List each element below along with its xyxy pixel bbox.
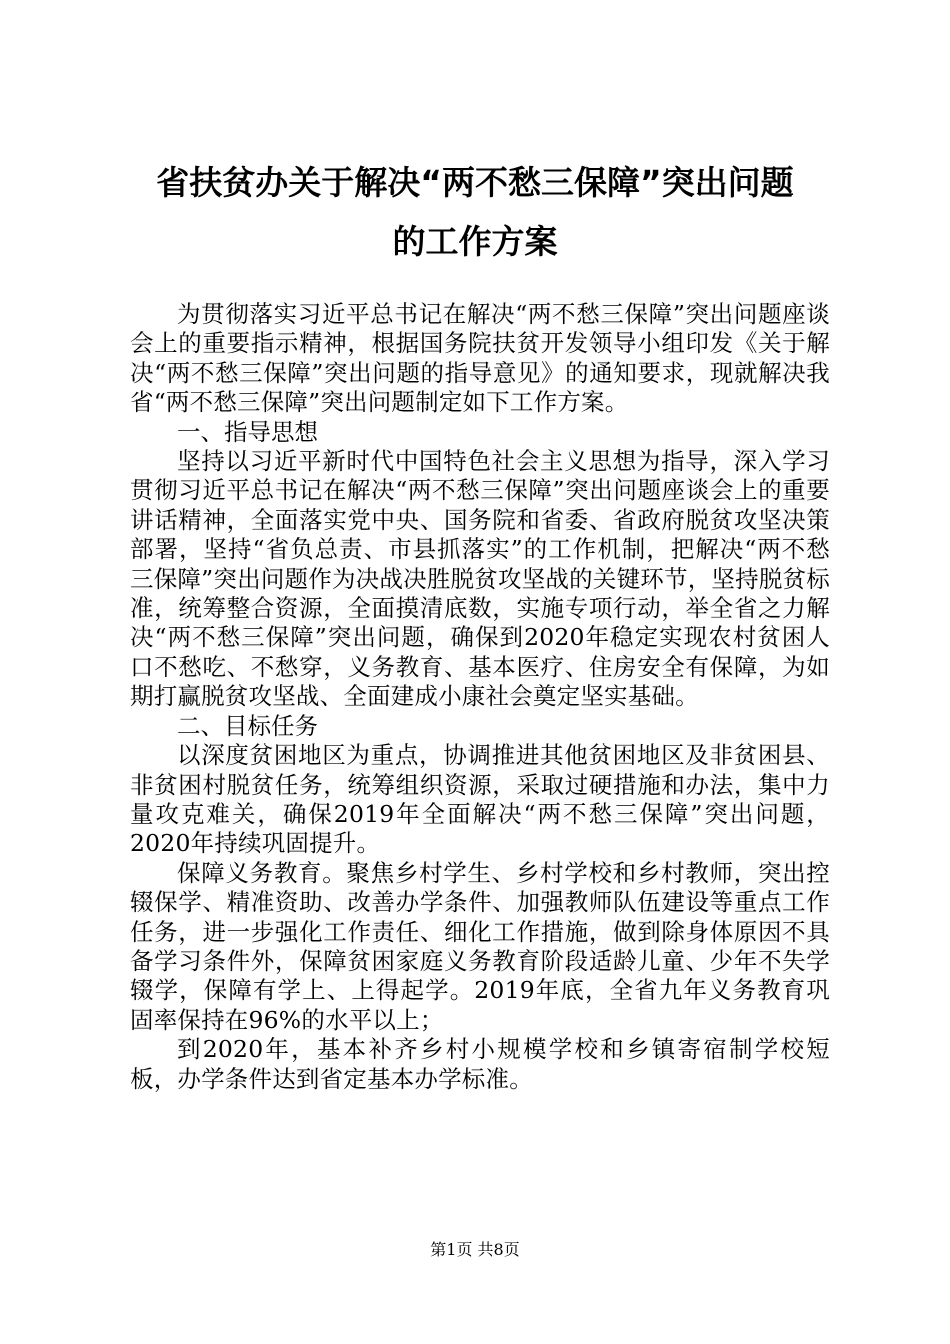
section-heading-guiding-thought: 一、指导思想 [177,417,318,446]
document-title-line-1: 省扶贫办关于解决“两不愁三保障”突出问题 [156,163,794,202]
guiding-thought-paragraph: 坚持以习近平新时代中国特色社会主义思想为指导，深入学习贯彻习近平总书记在解决“两不愁三保障”突出问题座谈会上的重要讲话精神，全面落实党中央、国务院和省委、省政府脱贫攻坚决策部署，坚持“省负总责、市县抓落实”的工作机制，把解决“两不愁三保障”突出问题作为决战决胜脱贫攻坚战的关键环节，坚持脱贫标准，统筹整合资源，全面摸清底数，实施专项行动，举全省之力解决“两不愁三保障”突出问题，确保到2020年稳定实现农村贫困人口不愁吃、不愁穿，义务教育、基本医疗、住房安全有保障，为如期打赢脱贫攻坚战、全面建成小康社会奠定坚实基础。 [130,447,830,711]
page-footer: 第1页 共8页 [430,1240,520,1259]
education-paragraph: 保障义务教育。聚焦乡村学生、乡村学校和乡村教师，突出控辍保学、精准资助、改善办学条件、加强教师队伍建设等重点工作任务，进一步强化工作责任、细化工作措施，做到除身体原因不具备学习条件外，保障贫困家庭义务教育阶段适龄儿童、少年不失学辍学，保障有学上、上得起学。2019年底，全省九年义务教育巩固率保持在96%的水平以上； [130,858,830,1034]
section-heading-goals: 二、目标任务 [177,711,318,740]
document-title-line-2: 的工作方案 [392,222,558,261]
school-standards-paragraph: 到2020年，基本补齐乡村小规模学校和乡镇寄宿制学校短板，办学条件达到省定基本办学标准。 [130,1035,830,1093]
document-body [130,300,830,1094]
intro-paragraph: 为贯彻落实习近平总书记在解决“两不愁三保障”突出问题座谈会上的重要指示精神，根据国务院扶贫开发领导小组印发《关于解决“两不愁三保障”突出问题的指导意见》的通知要求，现就解决我省“两不愁三保障”突出问题制定如下工作方案。 [130,300,830,417]
goals-paragraph: 以深度贫困地区为重点，协调推进其他贫困地区及非贫困县、非贫困村脱贫任务，统筹组织资源，采取过硬措施和办法，集中力量攻克难关，确保2019年全面解决“两不愁三保障”突出问题，2020年持续巩固提升。 [130,741,830,858]
